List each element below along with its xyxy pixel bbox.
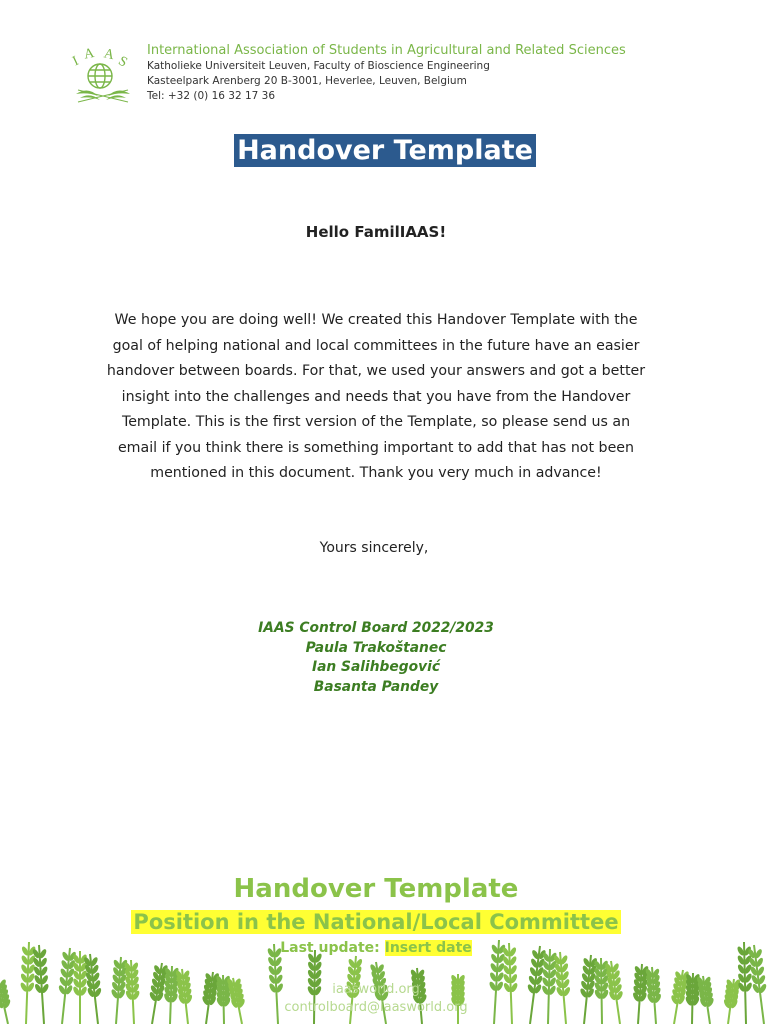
phone-line: Tel: +32 (0) 16 32 17 36 — [147, 90, 276, 102]
body-line: mentioned in this document. Thank you very much in advance! — [150, 465, 602, 481]
iaas-logo — [70, 46, 136, 106]
body-paragraph — [76, 308, 676, 487]
position-label: Position in the National/Local Committee — [133, 910, 619, 934]
signature-board: IAAS Control Board 2022/2023 — [258, 620, 494, 636]
footer-position — [0, 910, 752, 934]
signature-name: Paula Trakoštanec — [305, 639, 447, 656]
last-update-label: Last update: — [280, 940, 380, 956]
body-line: goal of helping national and local committees in the future have an easier — [112, 337, 640, 354]
email-link[interactable]: controlboard@iaasworld.org — [284, 1000, 468, 1015]
svg-text:I: I — [70, 53, 82, 70]
svg-text:A: A — [102, 46, 116, 64]
body-line: Template. This is the first version of the Template, so please send us an — [121, 414, 631, 430]
signature-block — [0, 619, 752, 697]
title-block — [0, 134, 770, 167]
svg-text:A: A — [82, 46, 96, 63]
letterhead — [147, 42, 747, 104]
website-link[interactable]: iaasworld.org — [332, 982, 420, 997]
address-line: Kasteelpark Arenberg 20 B-3001, Heverlee, Leuven, Belgium — [147, 75, 467, 87]
body-line: insight into the challenges and needs that you have from the Handover — [121, 388, 631, 405]
body-line: handover between boards. For that, we used your answers and got a better — [106, 363, 646, 379]
greeting: Hello FamilIAAS! — [305, 223, 447, 241]
signature-name: Ian Salihbegović — [311, 659, 441, 675]
body-line: email if you think there is something important to add that has not been — [117, 439, 635, 456]
footer-title: Handover Template — [233, 874, 519, 904]
faculty-line: Katholieke Universiteit Leuven, Faculty of Bioscience Engineering — [147, 60, 490, 72]
last-update — [0, 940, 752, 956]
org-name: International Association of Students in Agricultural and Related Sciences — [147, 43, 626, 58]
body-line: We hope you are doing well! We created this Handover Template with the — [114, 312, 638, 328]
last-update-value: Insert date — [384, 940, 472, 956]
closing: Yours sincerely, — [319, 540, 429, 556]
page-title: Handover Template — [234, 134, 536, 167]
signature-name: Basanta Pandey — [313, 678, 439, 695]
svg-text:S: S — [115, 53, 130, 71]
